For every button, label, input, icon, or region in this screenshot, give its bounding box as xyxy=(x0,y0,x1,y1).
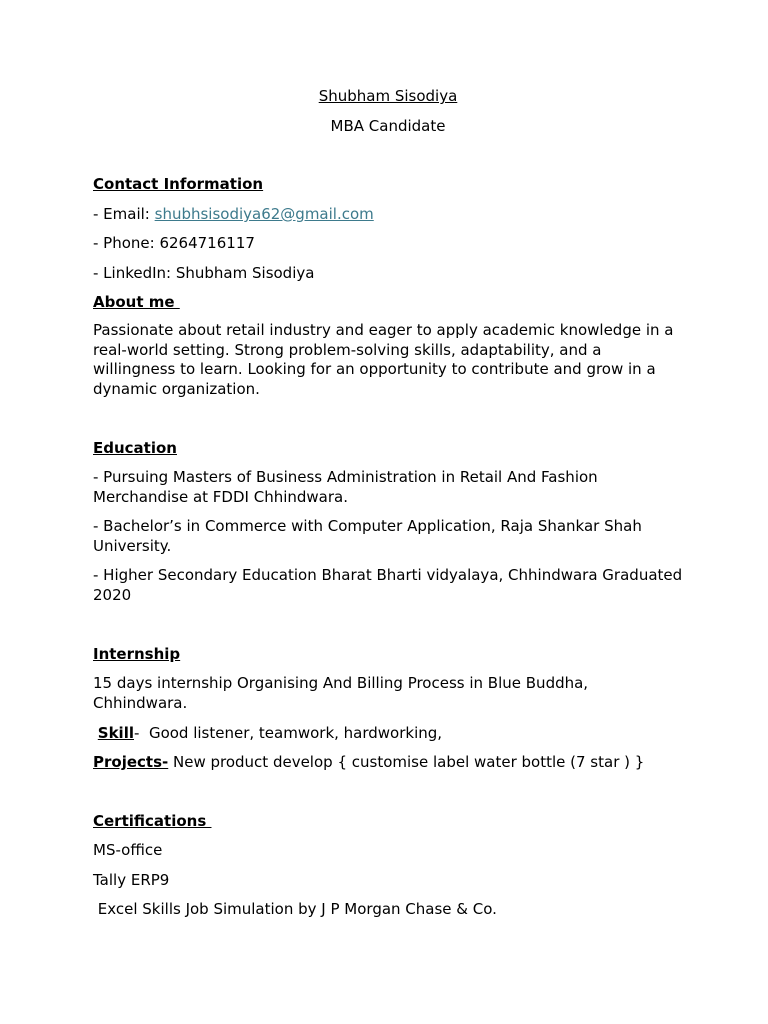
education-item: - Pursuing Masters of Business Administration in Retail And Fashion Merchandise at FDDI Chhindwara. xyxy=(93,468,598,506)
projects-line xyxy=(93,752,683,772)
internship-heading: Internship xyxy=(93,645,181,663)
skill-label: Skill xyxy=(97,724,134,742)
about-heading: About me xyxy=(93,293,180,311)
contact-phone: - Phone: 6264716117 xyxy=(93,234,255,252)
contact-heading: Contact Information xyxy=(93,175,264,193)
contact-linkedin: - LinkedIn: Shubham Sisodiya xyxy=(93,264,315,282)
skill-line xyxy=(93,723,683,743)
email-link[interactable]: shubhsisodiya62@gmail.com xyxy=(154,205,374,223)
internship-text: 15 days internship Organising And Billing Process in Blue Buddha, Chhindwara. xyxy=(93,674,589,712)
skill-text: - Good listener, teamwork, hardworking, xyxy=(134,724,443,742)
candidate-role: MBA Candidate xyxy=(330,117,446,135)
about-text: Passionate about retail industry and eager to apply academic knowledge in a real-world setting. Strong problem-solving skills, adaptability, and a willingness to learn. Looking for an opportunity to contribute and grow in a dynamic organization. xyxy=(93,321,674,398)
education-item: - Higher Secondary Education Bharat Bharti vidyalaya, Chhindwara Graduated 2020 xyxy=(93,566,683,604)
certification-item: MS-office xyxy=(93,841,163,859)
resume-page xyxy=(93,86,683,919)
certifications-heading: Certifications xyxy=(93,812,212,830)
education-item: - Bachelor’s in Commerce with Computer Application, Raja Shankar Shah University. xyxy=(93,517,642,555)
contact-email-line xyxy=(93,204,683,224)
education-heading: Education xyxy=(93,439,177,457)
certification-item: Tally ERP9 xyxy=(93,871,170,889)
email-prefix: - Email: xyxy=(93,205,155,223)
projects-text: New product develop { customise label water bottle (7 star ) } xyxy=(168,753,645,771)
projects-label: Projects- xyxy=(93,753,169,771)
certification-item: Excel Skills Job Simulation by J P Morgan Chase & Co. xyxy=(93,900,497,918)
candidate-name: Shubham Sisodiya xyxy=(318,87,458,105)
